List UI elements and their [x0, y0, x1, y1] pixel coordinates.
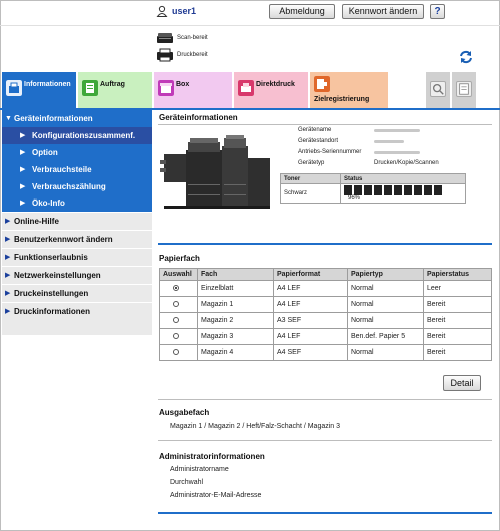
table-row [281, 184, 466, 204]
toner-segment [364, 185, 372, 195]
paper-tray-title: Papierfach [159, 254, 200, 263]
tab-label: Auftrag [100, 81, 125, 88]
chevron-right-icon: ▶ [20, 183, 26, 190]
tab-zielregistrierung[interactable] [310, 72, 388, 108]
chevron-right-icon: ▶ [5, 290, 11, 297]
tray-radio[interactable] [173, 285, 179, 291]
paper-status: Bereit [424, 345, 492, 361]
tray-name: Magazin 4 [198, 345, 274, 361]
section-divider [158, 399, 492, 400]
logout-button[interactable]: Abmeldung [269, 4, 335, 19]
paper-status: Bereit [424, 329, 492, 345]
device-serial-value [374, 151, 420, 154]
tray-name: Magazin 2 [198, 313, 274, 329]
device-type-label: Gerätetyp [298, 160, 325, 166]
tab-box[interactable] [154, 72, 232, 108]
job-icon [82, 80, 98, 96]
paper-type: Ben.def. Papier 5 [348, 329, 424, 345]
column-header: Toner [281, 174, 341, 184]
toner-status-cell [341, 184, 466, 204]
tab-auftrag[interactable] [78, 72, 152, 108]
chevron-right-icon: ▶ [5, 218, 11, 225]
paper-status: Bereit [424, 313, 492, 329]
device-name-value [374, 129, 420, 132]
paper-status: Leer [424, 281, 492, 297]
sidebar-item-benutzerkennwort[interactable]: ▶ Benutzerkennwort ändern [2, 231, 152, 248]
sidebar-item-verbrauchszaehlung[interactable]: ▶ Verbrauchszählung [2, 178, 152, 195]
paper-type: Normal [348, 313, 424, 329]
tray-name: Magazin 1 [198, 297, 274, 313]
tray-name: Einzelblatt [198, 281, 274, 297]
table-row [160, 281, 492, 297]
section-divider [158, 512, 492, 514]
toner-segment [434, 185, 442, 195]
selection-cell [160, 281, 198, 297]
destination-icon [314, 76, 330, 92]
tab-label: Zielregistrierung [314, 96, 370, 103]
tab-informationen[interactable] [2, 72, 76, 108]
detail-button[interactable]: Detail [443, 375, 481, 391]
tab-label: Informationen [24, 81, 71, 88]
chevron-right-icon: ▶ [5, 236, 11, 243]
main-tabs [2, 72, 500, 108]
change-password-button[interactable]: Kennwort ändern [342, 4, 424, 19]
direct-print-icon [238, 80, 254, 96]
header-divider [0, 25, 500, 26]
sidebar-item-konfiguration[interactable]: ▶ Konfigurationszusammenf. [2, 127, 152, 144]
sidebar-item-druckinformationen[interactable]: ▶ Druckinformationen [2, 303, 152, 320]
paper-tray-table [159, 268, 492, 361]
user-name: user1 [172, 6, 197, 16]
table-row [160, 313, 492, 329]
info-icon [6, 80, 22, 96]
chevron-right-icon: ▶ [20, 132, 26, 139]
paper-format: A4 SEF [274, 345, 348, 361]
toner-segment [374, 185, 382, 195]
document-icon [456, 81, 472, 97]
toner-segment [344, 185, 352, 195]
chevron-down-icon: ▼ [5, 115, 12, 122]
tray-radio[interactable] [173, 301, 179, 307]
chevron-right-icon: ▶ [20, 166, 26, 173]
tray-radio[interactable] [173, 349, 179, 355]
device-image [160, 132, 272, 210]
table-header-row [160, 269, 492, 281]
tab-label: Direktdruck [256, 81, 295, 88]
box-icon [158, 80, 174, 96]
toner-segment [404, 185, 412, 195]
toner-level-text: 96% [348, 195, 361, 201]
toner-segment [384, 185, 392, 195]
admin-info-title: Administratorinformationen [159, 452, 265, 461]
column-header: Fach [198, 269, 274, 281]
selection-cell [160, 313, 198, 329]
sidebar-item-option[interactable]: ▶ Option [2, 144, 152, 161]
refresh-icon[interactable] [458, 49, 474, 65]
paper-type: Normal [348, 281, 424, 297]
help-button[interactable]: ? [430, 4, 445, 19]
sidebar [2, 110, 152, 335]
toner-segment [414, 185, 422, 195]
column-header: Papierformat [274, 269, 348, 281]
admin-phone-label: Durchwahl [170, 479, 204, 486]
admin-name-label: Administratorname [170, 466, 229, 473]
tray-name: Magazin 3 [198, 329, 274, 345]
sidebar-item-online-hilfe[interactable]: ▶ Online-Hilfe [2, 213, 152, 230]
tab-settings[interactable] [452, 72, 476, 108]
selection-cell [160, 297, 198, 313]
selection-cell [160, 345, 198, 361]
user-icon [156, 5, 168, 17]
paper-status: Bereit [424, 297, 492, 313]
sidebar-item-funktionserlaubnis[interactable]: ▶ Funktionserlaubnis [2, 249, 152, 266]
tab-search[interactable] [426, 72, 450, 108]
toner-color: Schwarz [281, 184, 341, 204]
column-header: Papiertyp [348, 269, 424, 281]
column-header: Status [341, 174, 466, 184]
print-status: Druckbereit [177, 52, 208, 58]
paper-format: A4 LEF [274, 297, 348, 313]
paper-format: A4 LEF [274, 281, 348, 297]
output-tray-value: Magazin 1 / Magazin 2 / Heft/Falz-Schacht / Magazin 3 [170, 423, 341, 430]
selection-cell [160, 329, 198, 345]
device-location-value [374, 140, 404, 143]
sidebar-item-druckeinstellungen[interactable]: ▶ Druckeinstellungen [2, 285, 152, 302]
scanner-icon [156, 31, 174, 45]
tab-direktdruck[interactable] [234, 72, 308, 108]
column-header: Papierstatus [424, 269, 492, 281]
chevron-right-icon: ▶ [5, 272, 11, 279]
toner-level-bar [344, 185, 448, 195]
chevron-right-icon: ▶ [20, 200, 26, 207]
paper-format: A4 LEF [274, 329, 348, 345]
section-divider [158, 243, 492, 245]
section-divider [158, 124, 492, 125]
search-icon [430, 81, 446, 97]
chevron-right-icon: ▶ [5, 308, 11, 315]
device-name-label: Gerätename [298, 127, 332, 133]
toner-segment [424, 185, 432, 195]
printer-icon [156, 48, 174, 62]
tray-radio[interactable] [173, 333, 179, 339]
device-location-label: Gerätestandort [298, 138, 339, 144]
tray-radio[interactable] [173, 317, 179, 323]
sidebar-item-verbrauchsteile[interactable]: ▶ Verbrauchsteile [2, 161, 152, 178]
paper-format: A3 SEF [274, 313, 348, 329]
output-tray-title: Ausgabefach [159, 408, 210, 417]
table-row [160, 297, 492, 313]
tab-label: Box [176, 81, 190, 88]
admin-email-label: Administrator-E-Mail-Adresse [170, 492, 262, 499]
column-header: Auswahl [160, 269, 198, 281]
device-info-title: Geräteinformationen [159, 113, 238, 122]
scan-status: Scan-bereit [177, 35, 208, 41]
sidebar-item-oeko-info[interactable]: ▶ Öko-Info [2, 195, 152, 212]
table-row [160, 329, 492, 345]
device-serial-label: Antriebs-Seriennummer [298, 149, 362, 155]
section-divider [158, 440, 492, 441]
chevron-right-icon: ▶ [20, 149, 26, 156]
device-type-value: Drucken/Kopie/Scannen [374, 160, 439, 166]
table-row [160, 345, 492, 361]
toner-segment [354, 185, 362, 195]
toner-segment [394, 185, 402, 195]
toner-table [280, 173, 466, 204]
table-header-row [281, 174, 466, 184]
chevron-right-icon: ▶ [5, 254, 11, 261]
paper-type: Normal [348, 345, 424, 361]
sidebar-item-geraeteinformationen[interactable]: ▼ Geräteinformationen [2, 110, 152, 127]
sidebar-item-netzwerkeinstellungen[interactable]: ▶ Netzwerkeinstellungen [2, 267, 152, 284]
paper-type: Normal [348, 297, 424, 313]
